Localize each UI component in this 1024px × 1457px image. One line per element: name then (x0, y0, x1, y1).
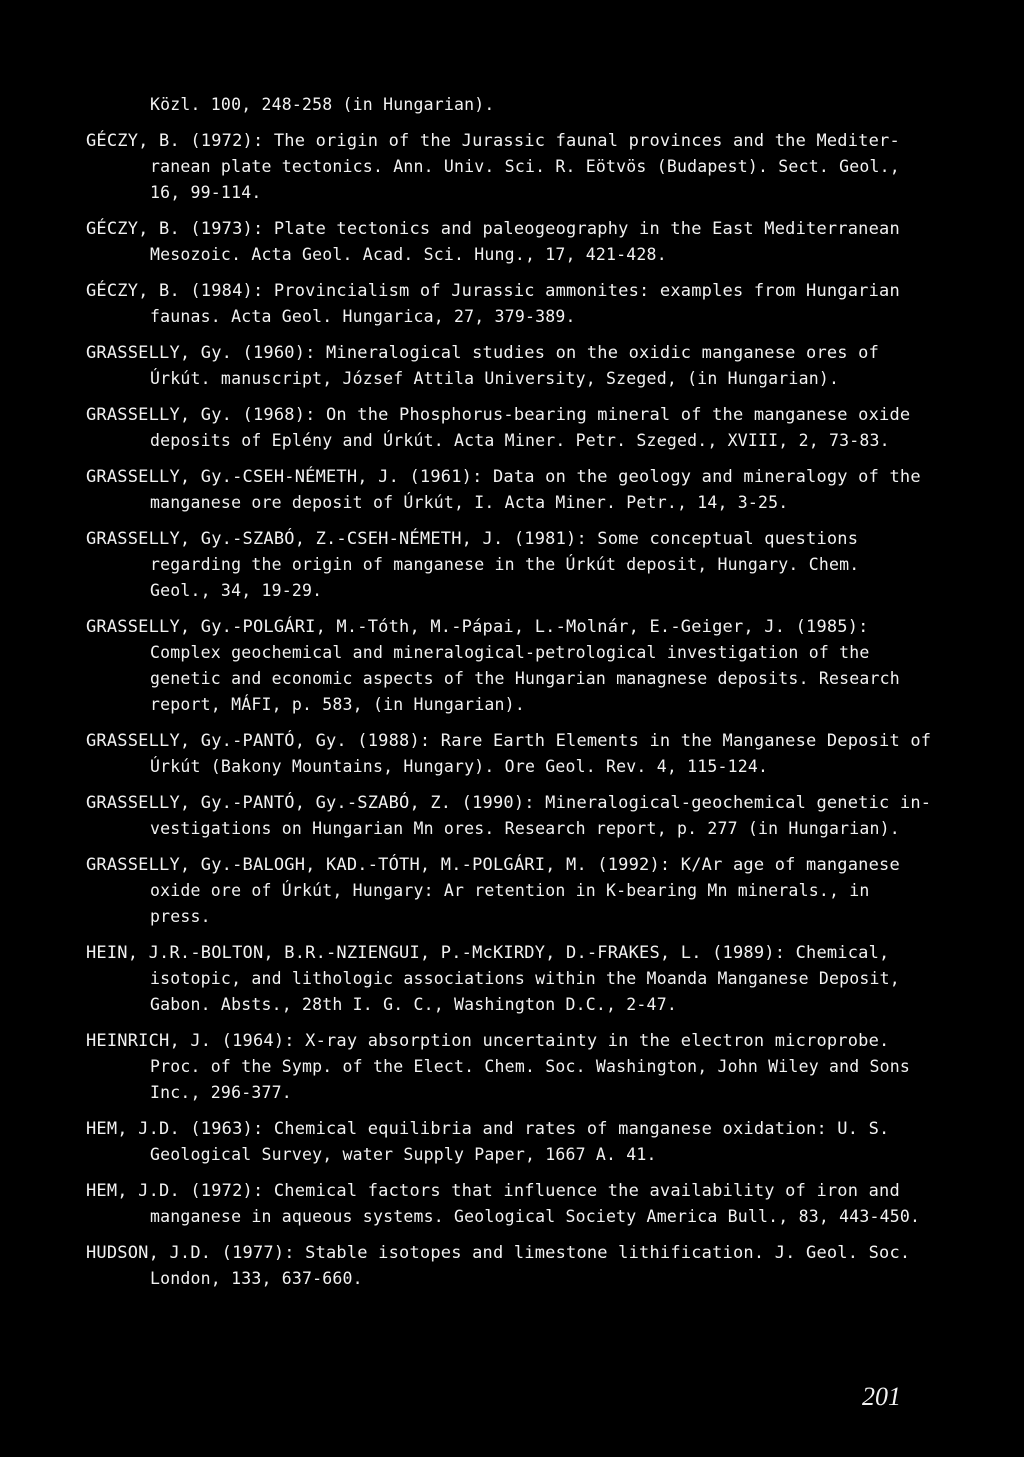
reference-line: ranean plate tectonics. Ann. Univ. Sci. R. Eötvös (Budapest). Sect. Geol., (150, 157, 900, 176)
page-number: 201 (862, 1382, 901, 1411)
reference-line: manganese in aqueous systems. Geological Society America Bull., 83, 443-450. (150, 1207, 921, 1226)
reference-entry-grasselly-cseh-nemeth-1961 (86, 464, 956, 516)
reference-entry-geczy-1984 (86, 278, 956, 330)
reference-line: London, 133, 637-660. (150, 1269, 363, 1288)
reference-line: GRASSELLY, Gy.-PANTÓ, Gy.-SZABÓ, Z. (1990): Mineralogical-geochemical genetic in- (86, 793, 932, 813)
reference-line: GRASSELLY, Gy.-POLGÁRI, M.-Tóth, M.-Pápai, L.-Molnár, E.-Geiger, J. (1985): (86, 617, 869, 637)
reference-line: HEINRICH, J. (1964): X-ray absorption uncertainty in the electron microprobe. (86, 1031, 890, 1051)
reference-line: regarding the origin of manganese in the Úrkút deposit, Hungary. Chem. (150, 555, 860, 574)
reference-entry-hem-1972 (86, 1178, 956, 1230)
reference-line: Geological Survey, water Supply Paper, 1667 A. 41. (150, 1145, 657, 1164)
reference-line: GRASSELLY, Gy.-PANTÓ, Gy. (1988): Rare Earth Elements in the Manganese Deposit of (86, 731, 932, 751)
reference-list (86, 92, 956, 1292)
reference-line: 16, 99-114. (150, 183, 262, 202)
reference-entry-heinrich-1964 (86, 1028, 956, 1106)
reference-line: Proc. of the Symp. of the Elect. Chem. Soc. Washington, John Wiley and Sons (150, 1057, 911, 1076)
reference-line: Közl. 100, 248-258 (in Hungarian). (150, 95, 495, 114)
reference-line: manganese ore deposit of Úrkút, I. Acta Miner. Petr., 14, 3-25. (150, 493, 789, 512)
reference-line: Complex geochemical and mineralogical-petrological investigation of the (150, 643, 870, 662)
reference-entry-grasselly-1968 (86, 402, 956, 454)
reference-line: oxide ore of Úrkút, Hungary: Ar retention in K-bearing Mn minerals., in (150, 881, 870, 900)
reference-entry-geczy-1972 (86, 128, 956, 206)
reference-line: HUDSON, J.D. (1977): Stable isotopes and limestone lithification. J. Geol. Soc. (86, 1243, 911, 1263)
reference-line: report, MÁFI, p. 583, (in Hungarian). (150, 695, 525, 714)
reference-line: GÉCZY, B. (1973): Plate tectonics and paleogeography in the East Mediterranean (86, 219, 900, 239)
reference-entry-hudson-1977 (86, 1240, 956, 1292)
reference-entry-geczy-1973 (86, 216, 956, 268)
reference-line: GÉCZY, B. (1984): Provincialism of Jurassic ammonites: examples from Hungarian (86, 281, 900, 301)
reference-line: GRASSELLY, Gy. (1968): On the Phosphorus-bearing mineral of the manganese oxide (86, 405, 911, 425)
reference-line: HEIN, J.R.-BOLTON, B.R.-NZIENGUI, P.-McKIRDY, D.-FRAKES, L. (1989): Chemical, (86, 943, 890, 963)
reference-line: GRASSELLY, Gy.-SZABÓ, Z.-CSEH-NÉMETH, J. (1981): Some conceptual questions (86, 529, 859, 549)
reference-line: Inc., 296-377. (150, 1083, 292, 1102)
reference-line: Mesozoic. Acta Geol. Acad. Sci. Hung., 17, 421-428. (150, 245, 667, 264)
reference-entry-hem-1963 (86, 1116, 956, 1168)
reference-entry-grasselly-polgari-1985 (86, 614, 956, 718)
reference-line: genetic and economic aspects of the Hungarian managnese deposits. Research (150, 669, 900, 688)
reference-line: Úrkút. manuscript, József Attila University, Szeged, (in Hungarian). (150, 369, 840, 388)
reference-entry-grasselly-szabo-1981 (86, 526, 956, 604)
reference-fragment (86, 92, 956, 118)
reference-line: GRASSELLY, Gy.-BALOGH, KAD.-TÓTH, M.-POLGÁRI, M. (1992): K/Ar age of manganese (86, 855, 900, 875)
reference-line: Gabon. Absts., 28th I. G. C., Washington D.C., 2-47. (150, 995, 677, 1014)
reference-line: GRASSELLY, Gy.-CSEH-NÉMETH, J. (1961): Data on the geology and mineralogy of the (86, 467, 921, 487)
reference-line: vestigations on Hungarian Mn ores. Research report, p. 277 (in Hungarian). (150, 819, 900, 838)
reference-line: deposits of Eplény and Úrkút. Acta Miner. Petr. Szeged., XVIII, 2, 73-83. (150, 431, 890, 450)
reference-line: press. (150, 907, 211, 926)
reference-entry-hein-1989 (86, 940, 956, 1018)
reference-line: HEM, J.D. (1963): Chemical equilibria and rates of manganese oxidation: U. S. (86, 1119, 890, 1139)
reference-line: GÉCZY, B. (1972): The origin of the Jurassic faunal provinces and the Mediter- (86, 131, 900, 151)
reference-line: Úrkút (Bakony Mountains, Hungary). Ore Geol. Rev. 4, 115-124. (150, 757, 769, 776)
reference-line: Geol., 34, 19-29. (150, 581, 323, 600)
reference-entry-grasselly-balogh-1992 (86, 852, 956, 930)
reference-entry-grasselly-panto-szabo-1990 (86, 790, 956, 842)
reference-entry-grasselly-panto-1988 (86, 728, 956, 780)
reference-line: HEM, J.D. (1972): Chemical factors that influence the availability of iron and (86, 1181, 900, 1201)
reference-line: isotopic, and lithologic associations within the Moanda Manganese Deposit, (150, 969, 900, 988)
reference-line: GRASSELLY, Gy. (1960): Mineralogical studies on the oxidic manganese ores of (86, 343, 880, 363)
reference-line: faunas. Acta Geol. Hungarica, 27, 379-389. (150, 307, 576, 326)
reference-entry-grasselly-1960 (86, 340, 956, 392)
